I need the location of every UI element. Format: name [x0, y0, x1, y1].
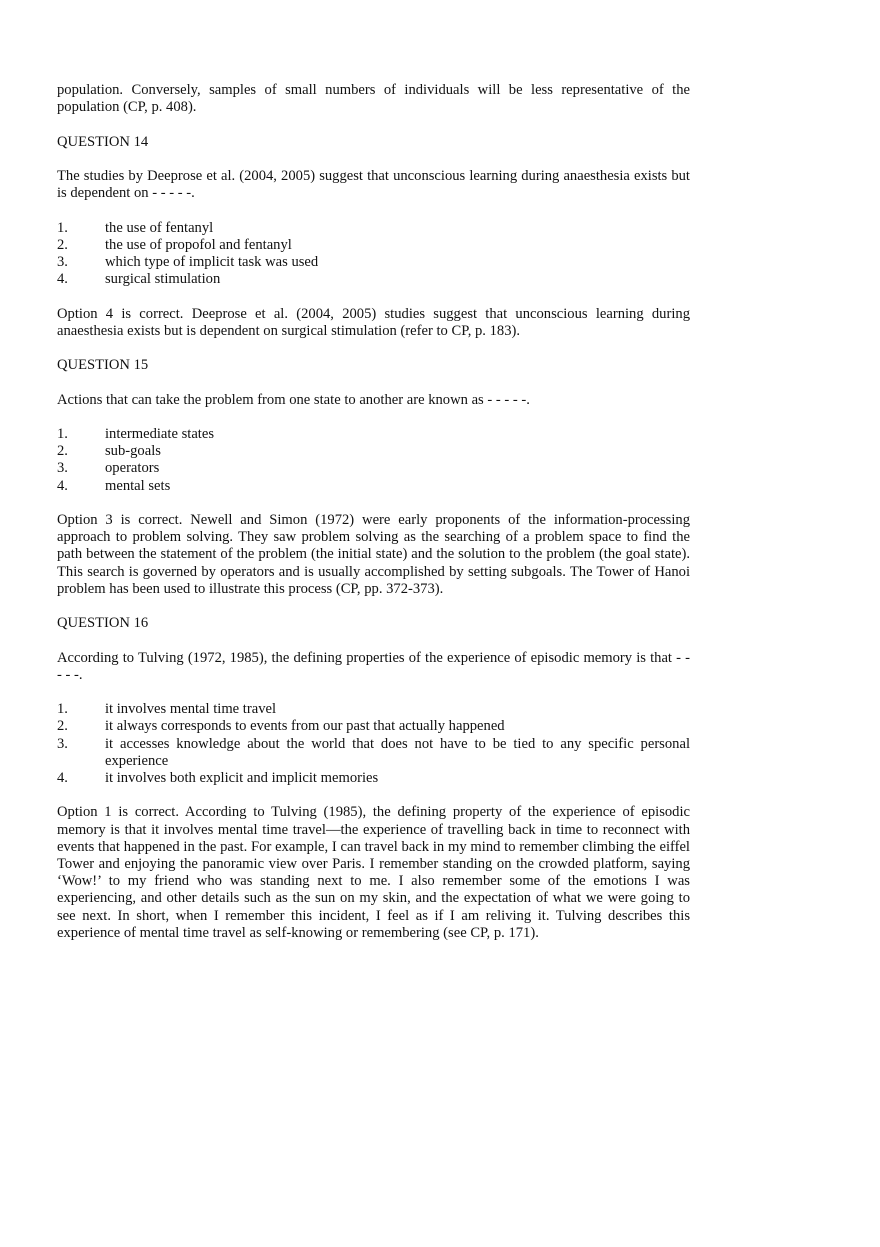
question-stem: Actions that can take the problem from one state to another are known as - - - - -.: [57, 391, 530, 408]
option-number: 4.: [57, 769, 68, 786]
option-number: 4.: [57, 271, 68, 288]
option-text: it accesses knowledge about the world that does not have to be tied to any specific personal experience: [105, 735, 690, 769]
option-item: [57, 701, 690, 718]
option-item: [57, 478, 690, 495]
option-number: 3.: [57, 460, 68, 477]
option-text: it involves mental time travel: [105, 701, 277, 718]
option-text: it always corresponds to events from our past that actually happened: [105, 718, 505, 735]
option-text: intermediate states: [105, 425, 215, 442]
question-stem: According to Tulving (1972, 1985), the defining properties of the experience of episodic memory is that - - - - -.: [57, 649, 690, 683]
answer-explanation: Option 3 is correct. Newell and Simon (1972) were early proponents of the information-processing approach to problem solving. They saw problem solving as the searching of a problem space to find the path between the statement of the problem (the initial state) and the solution to the problem (the goal state). This search is governed by operators and is usually accomplished by setting subgoals. The Tower of Hanoi problem has been used to illustrate this process (CP, pp. 372-373).: [57, 511, 690, 597]
question-16: [57, 615, 690, 942]
option-text: mental sets: [105, 477, 171, 494]
option-list: [57, 220, 690, 289]
intro-paragraph: population. Conversely, samples of small numbers of individuals will be less representative of the population (CP, p. 408).: [57, 82, 690, 116]
option-item: [57, 254, 690, 271]
option-item: [57, 770, 690, 787]
option-number: 2.: [57, 718, 68, 735]
question-heading: QUESTION 16: [57, 615, 149, 632]
option-item: [57, 237, 690, 254]
option-list: [57, 426, 690, 495]
option-number: 1.: [57, 701, 68, 718]
answer-explanation: Option 1 is correct. According to Tulving (1985), the defining property of the experience of episodic memory is that it involves mental time travel—the experience of travelling back in time to reconnect with events that happened in the past. For example, I can travel back in my mind to remember climbing the eiffel Tower and enjoying the panoramic view over Paris. I remember standing on the crowded platform, saying ‘Wow!’ to my friend who was standing next to me. I also remember some of the emotions I was experiencing, and other details such as the sun on my skin, and the expectation of what we were going to see next. In short, when I remember this incident, I feel as if I am reliving it. Tulving describes this experience of mental time travel as self-knowing or remembering (see CP, p. 171).: [57, 804, 690, 941]
option-text: it involves both explicit and implicit memories: [105, 769, 379, 786]
option-text: surgical stimulation: [105, 271, 221, 288]
option-item: [57, 426, 690, 443]
option-number: 1.: [57, 425, 68, 442]
question-heading: QUESTION 15: [57, 357, 149, 374]
option-item: [57, 271, 690, 288]
option-item: [57, 220, 690, 237]
option-number: 1.: [57, 219, 68, 236]
option-text: the use of fentanyl: [105, 219, 214, 236]
option-item: [57, 718, 690, 735]
answer-explanation: Option 4 is correct. Deeprose et al. (2004, 2005) studies suggest that unconscious learning during anaesthesia exists but is dependent on surgical stimulation (refer to CP, p. 183).: [57, 305, 690, 339]
question-heading: QUESTION 14: [57, 133, 149, 150]
option-number: 3.: [57, 253, 68, 270]
option-item: [57, 443, 690, 460]
option-text: operators: [105, 460, 160, 477]
option-number: 3.: [57, 735, 68, 752]
option-number: 2.: [57, 236, 68, 253]
option-text: which type of implicit task was used: [105, 253, 319, 270]
option-text: the use of propofol and fentanyl: [105, 236, 292, 253]
question-15: [57, 357, 690, 598]
option-item: [57, 736, 690, 770]
option-number: 4.: [57, 477, 68, 494]
option-text: sub-goals: [105, 443, 161, 460]
option-number: 2.: [57, 443, 68, 460]
question-stem: The studies by Deeprose et al. (2004, 2005) suggest that unconscious learning during anaesthesia exists but is dependent on - - - - -.: [57, 167, 690, 202]
option-list: [57, 701, 690, 787]
question-14: [57, 134, 690, 340]
option-item: [57, 460, 690, 477]
